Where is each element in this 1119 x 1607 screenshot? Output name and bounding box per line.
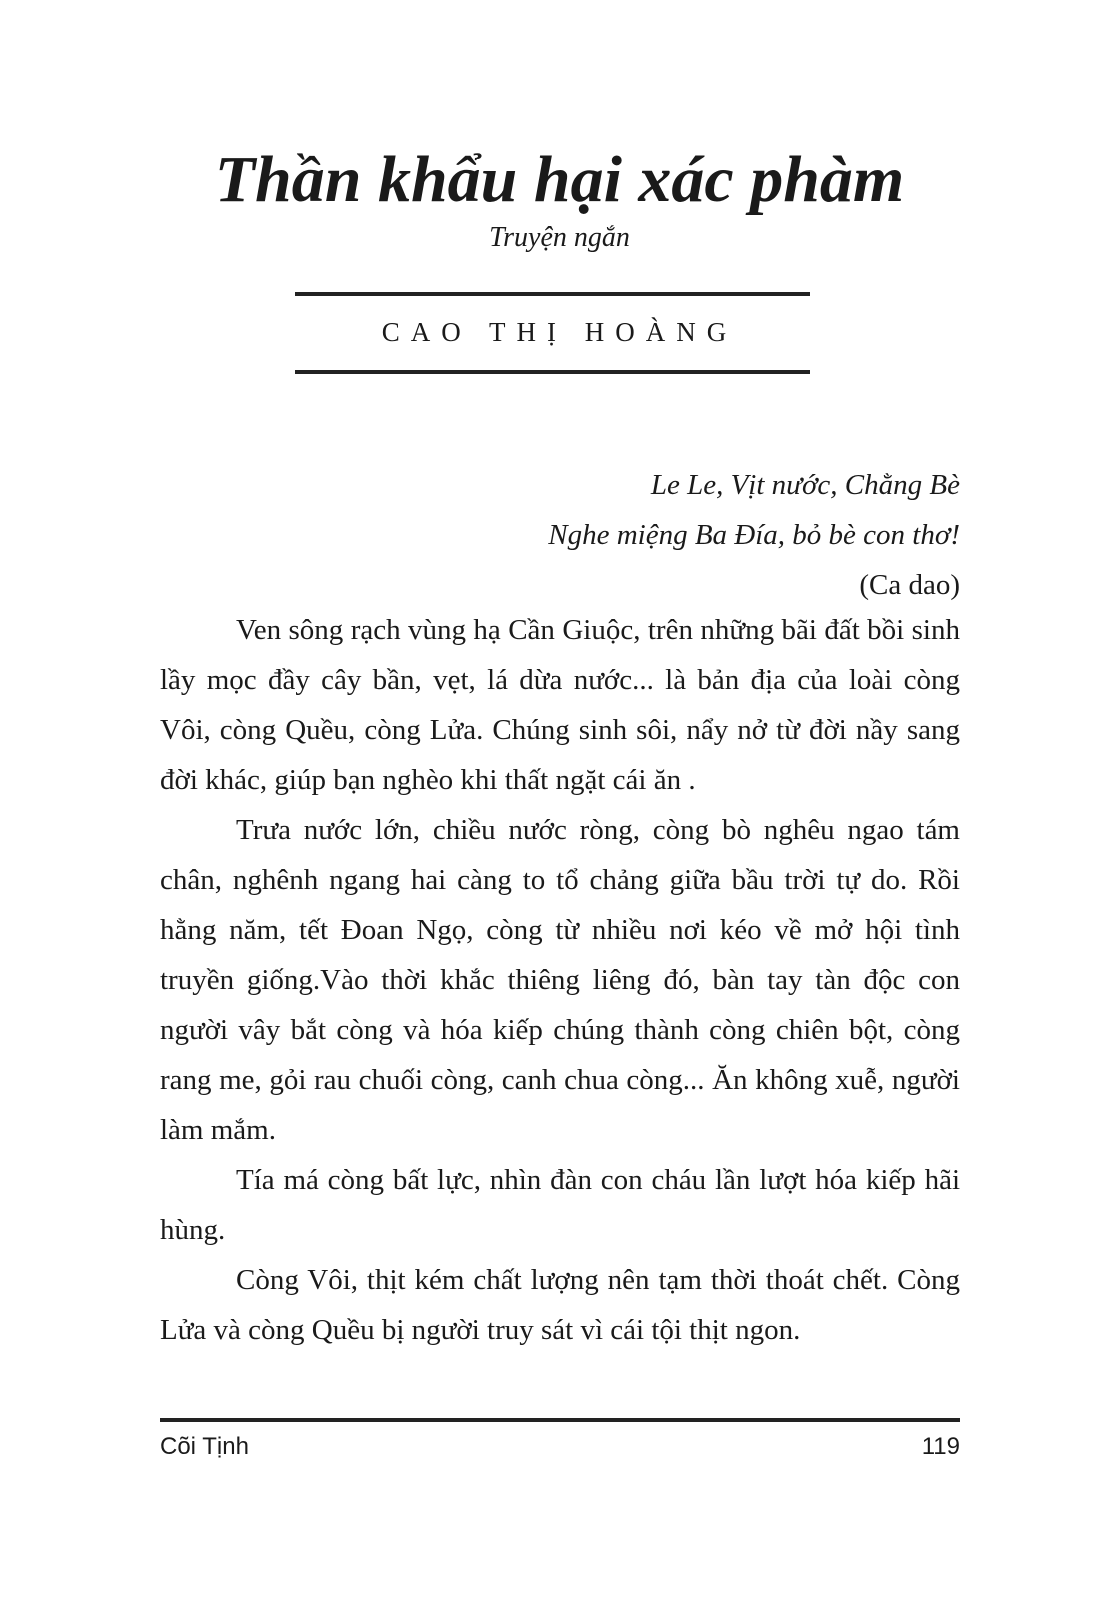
story-title: Thần khẩu hại xác phàm	[214, 143, 905, 216]
epigraph-line: Nghe miệng Ba Đía, bỏ bè con thơ!	[548, 519, 960, 551]
epigraph-line: Le Le, Vịt nước, Chằng Bè	[650, 469, 960, 501]
paragraph: Tía má còng bất lực, nhìn đàn con cháu lần lượt hóa kiếp hãi hùng.	[160, 1164, 960, 1246]
author-name: CAO THỊ HOÀNG	[381, 317, 738, 347]
footer-rule	[160, 1418, 960, 1422]
epigraph-source: (Ca dao)	[859, 569, 960, 601]
author-rule-bottom	[295, 370, 810, 374]
author-rule-top	[295, 292, 810, 296]
footer-publication: Cõi Tịnh	[160, 1433, 249, 1460]
paragraph: Còng Vôi, thịt kém chất lượng nên tạm thời thoát chết. Còng Lửa và còng Quều bị người truy sát vì cái tội thịt ngon.	[160, 1264, 960, 1346]
story-genre: Truyện ngắn	[489, 222, 630, 253]
paragraph: Trưa nước lớn, chiều nước ròng, còng bò nghêu ngao tám chân, nghênh ngang hai càng to tổ chảng giữa bầu trời tự do. Rồi hằng năm, tết Đoan Ngọ, còng từ nhiều nơi kéo về mở hội tình truyền giống.Vào thời khắc thiêng liêng đó, bàn tay tàn độc con người vây bắt còng và hóa kiếp chúng thành còng chiên bột, còng rang me, gỏi rau chuối còng, canh chua còng... Ăn không xuễ, người làm mắm.	[160, 814, 960, 1146]
story-body	[160, 605, 960, 1355]
epigraph	[160, 460, 960, 610]
paragraph: Ven sông rạch vùng hạ Cần Giuộc, trên những bãi đất bồi sinh lầy mọc đầy cây bần, vẹt, lá dừa nước... là bản địa của loài còng Vôi, còng Quều, còng Lửa. Chúng sinh sôi, nẩy nở từ đời nầy sang đời khác, giúp bạn nghèo khi thất ngặt cái ăn .	[160, 614, 960, 796]
page-number: 119	[921, 1433, 960, 1460]
